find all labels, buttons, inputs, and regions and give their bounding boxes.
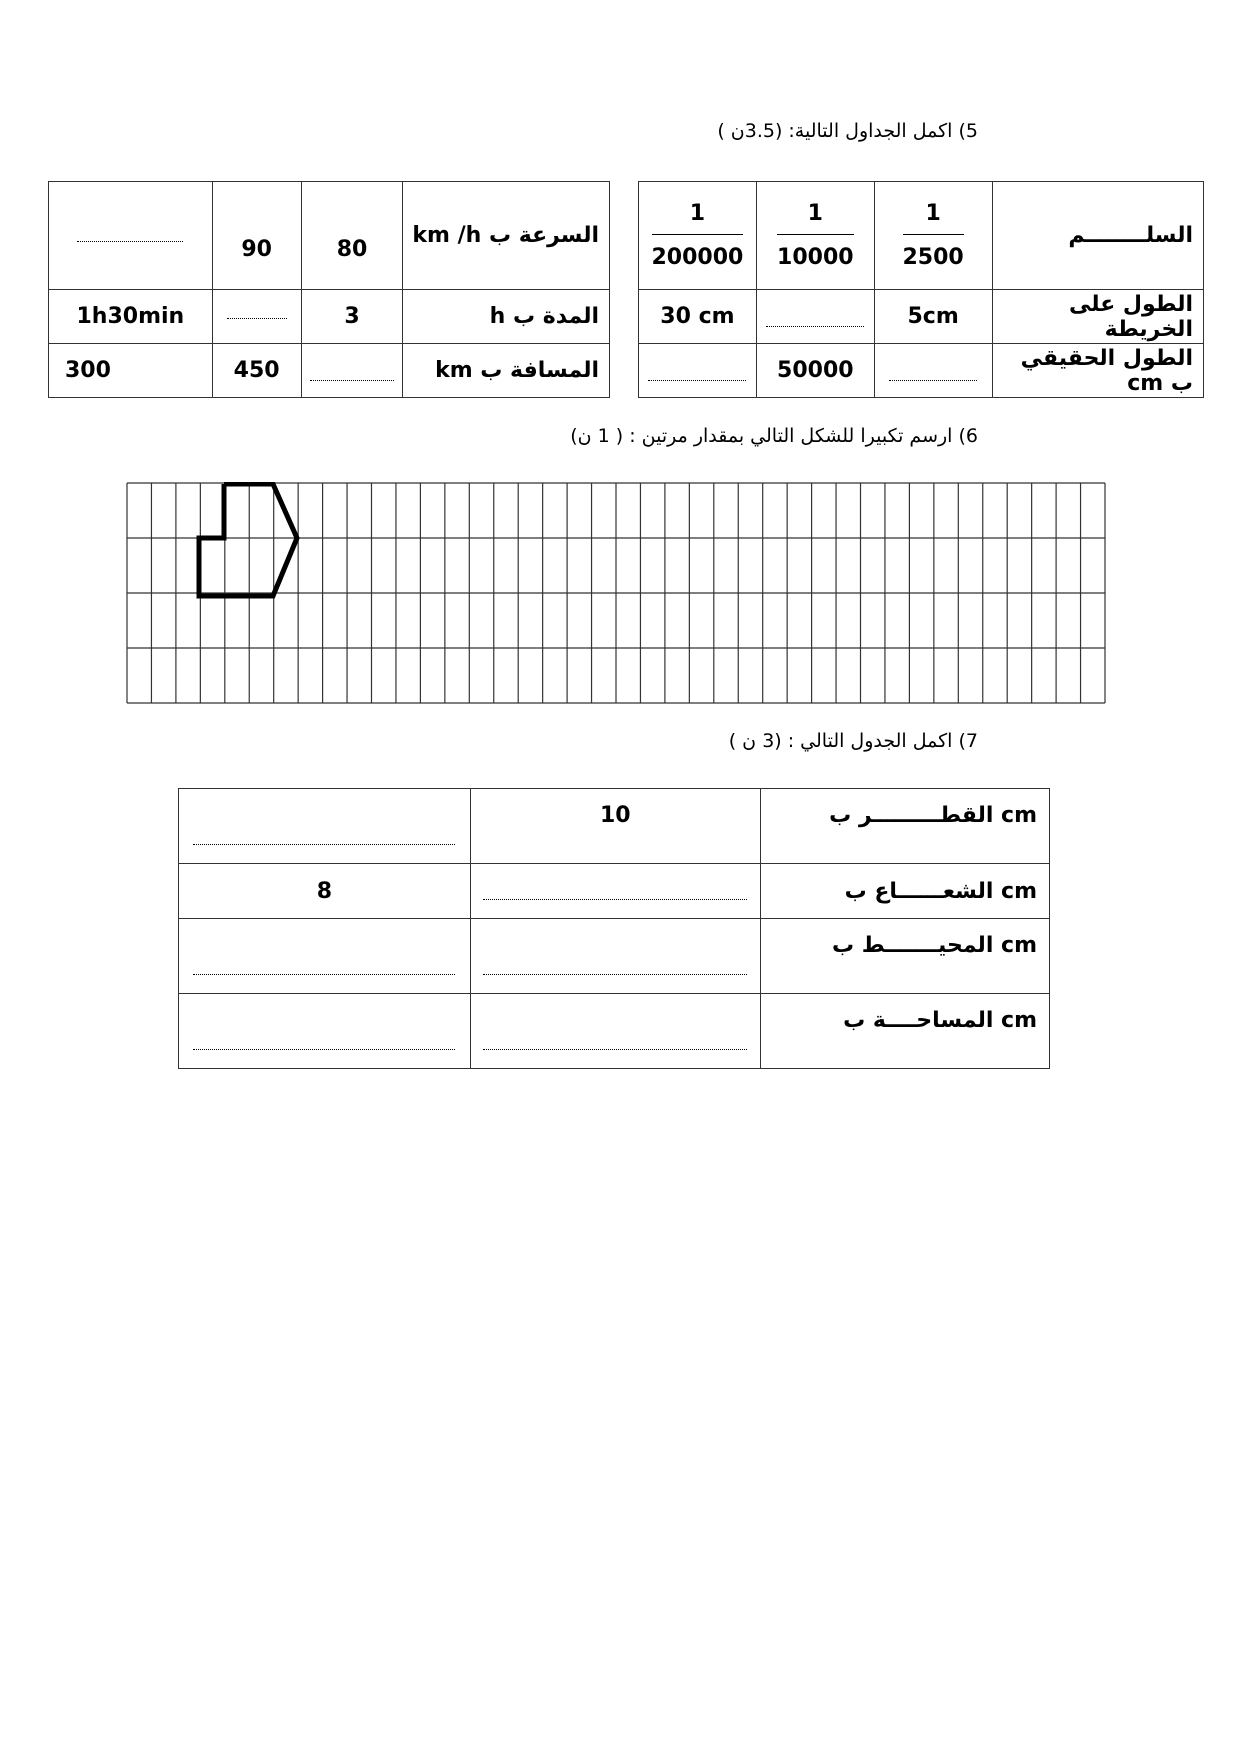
- speed-label: السرعة ب km /h: [403, 182, 610, 290]
- area-value-2[interactable]: [179, 994, 471, 1069]
- diameter-value-1: 10: [470, 789, 760, 864]
- scale-denominator: 200000: [651, 245, 744, 270]
- scale-cell-2: [756, 182, 874, 290]
- scale-header-label: السلــــــــم: [992, 182, 1203, 290]
- distance-value-3: 300: [49, 344, 213, 398]
- distance-value-2: 450: [212, 344, 301, 398]
- scale-numerator: 1: [903, 201, 964, 235]
- speed-table: [48, 181, 610, 398]
- real-length-2: 50000: [756, 344, 874, 398]
- scale-denominator: 10000: [777, 245, 854, 270]
- scale-cell-3: [639, 182, 757, 290]
- real-length-label: الطول الحقيقي ب cm: [992, 344, 1203, 398]
- diameter-value-2[interactable]: [179, 789, 471, 864]
- map-length-1: 5cm: [874, 290, 992, 344]
- scale-denominator: 2500: [902, 245, 964, 270]
- real-length-3[interactable]: [639, 344, 757, 398]
- radius-label: الشعــــــاع ب cm: [760, 864, 1049, 919]
- area-label: المساحــــة ب cm: [760, 994, 1049, 1069]
- duration-value-3: 1h30min: [49, 290, 213, 344]
- distance-value-1[interactable]: [301, 344, 403, 398]
- speed-value-3[interactable]: [49, 182, 213, 290]
- real-length-1[interactable]: [874, 344, 992, 398]
- map-length-3: 30 cm: [639, 290, 757, 344]
- radius-value-1[interactable]: [470, 864, 760, 919]
- shape-to-enlarge: [199, 484, 297, 596]
- q6-title: 6) ارسم تكبيرا للشكل التالي بمقدار مرتين : ( 1 ن): [570, 425, 978, 447]
- scale-table: [638, 181, 1204, 398]
- diameter-label: القطـــــــــر ب cm: [760, 789, 1049, 864]
- drawing-grid[interactable]: [126, 482, 1106, 704]
- scale-cell-1: [874, 182, 992, 290]
- duration-label: المدة ب h: [403, 290, 610, 344]
- duration-value-1: 3: [301, 290, 403, 344]
- scale-numerator: 1: [652, 201, 744, 235]
- q7-title: 7) اكمل الجدول التالي : (3 ن ): [728, 730, 978, 752]
- perimeter-value-1[interactable]: [470, 919, 760, 994]
- speed-value-2: 90: [212, 182, 301, 290]
- map-length-label: الطول على الخريطة: [992, 290, 1203, 344]
- map-length-2[interactable]: [756, 290, 874, 344]
- distance-label: المسافة ب km: [403, 344, 610, 398]
- circle-table: [178, 788, 1050, 1069]
- speed-value-1: 80: [301, 182, 403, 290]
- area-value-1[interactable]: [470, 994, 760, 1069]
- q5-title: 5) اكمل الجداول التالية: (3.5ن ): [717, 120, 978, 142]
- radius-value-2: 8: [179, 864, 471, 919]
- perimeter-label: المحيـــــــط ب cm: [760, 919, 1049, 994]
- duration-value-2[interactable]: [212, 290, 301, 344]
- scale-numerator: 1: [777, 201, 854, 235]
- perimeter-value-2[interactable]: [179, 919, 471, 994]
